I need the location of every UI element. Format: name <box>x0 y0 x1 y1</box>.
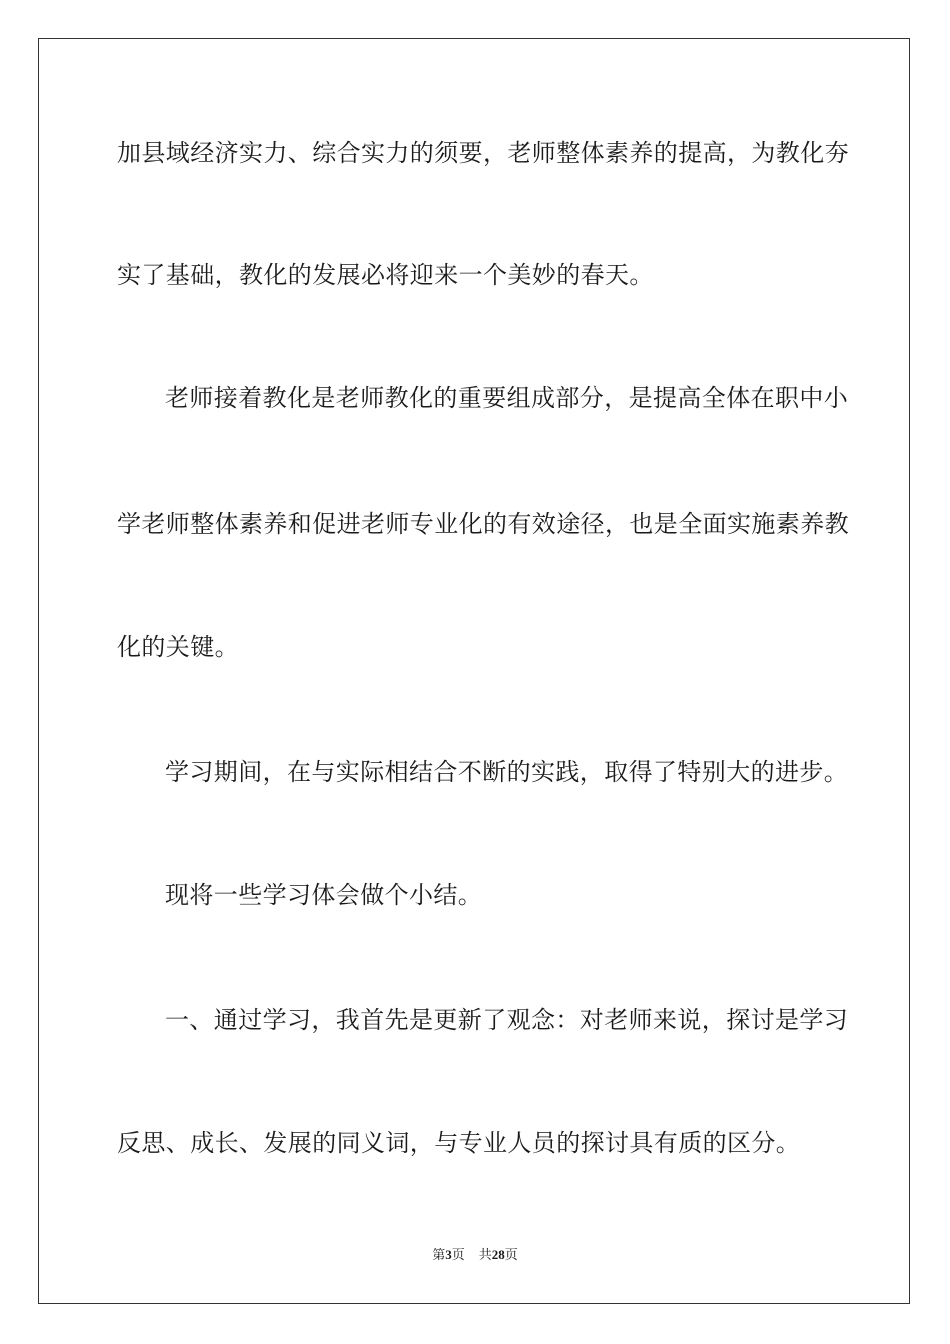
page-border <box>38 38 910 1304</box>
text-line-9: 反思、成长、发展的同义词，与专业人员的探讨具有质的区分。 <box>117 1129 801 1157</box>
text-line-6: 学习期间，在与实际相结合不断的实践，取得了特别大的进步。 <box>165 758 849 786</box>
text-line-1: 加县域经济实力、综合实力的须要，老师整体素养的提高，为教化夯 <box>117 139 849 167</box>
text-line-3: 老师接着教化是老师教化的重要组成部分，是提高全体在职中小 <box>165 384 849 412</box>
total-prefix: 共 <box>478 1247 492 1262</box>
text-line-8: 一、通过学习，我首先是更新了观念：对老师来说，探讨是学习 <box>165 1006 849 1034</box>
total-suffix: 页 <box>504 1247 518 1262</box>
current-page-number: 3 <box>445 1247 452 1262</box>
page-footer <box>0 1246 950 1264</box>
text-line-4: 学老师整体素养和促进老师专业化的有效途径，也是全面实施素养教 <box>117 510 849 538</box>
page-suffix: 页 <box>451 1247 465 1262</box>
text-line-2: 实了基础，教化的发展必将迎来一个美妙的春天。 <box>117 261 654 289</box>
text-line-5: 化的关键。 <box>117 633 239 661</box>
page-prefix: 第 <box>432 1247 446 1262</box>
text-line-7: 现将一些学习体会做个小结。 <box>165 881 483 909</box>
total-page-number: 28 <box>491 1247 505 1262</box>
